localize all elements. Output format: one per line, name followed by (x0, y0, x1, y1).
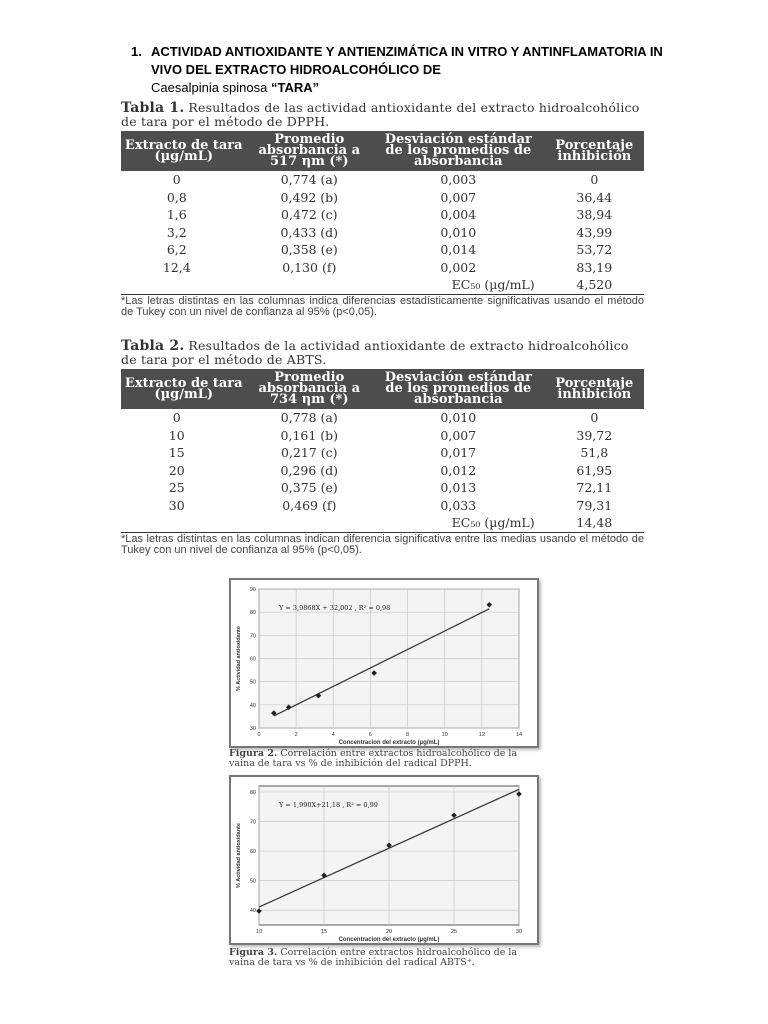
table-cell: 51,8 (580, 445, 609, 460)
table-row (121, 224, 644, 242)
x-tick-label: 8 (406, 732, 410, 738)
y-tick-label: 70 (249, 819, 256, 826)
table-1-label: Tabla 1. (121, 100, 185, 116)
table-1-block (121, 101, 644, 318)
figure-2-frame (229, 578, 539, 748)
table-cell: 0,774 (a) (280, 172, 338, 187)
table-1-header: Porcentaje inhibición (545, 131, 644, 171)
table-cell: 0,358 (e) (280, 242, 338, 257)
table-1-footnote: *Las letras distintas en las columnas indica diferencias estadísticamente significativas usando el método de Tukey con un nivel de confianza al 95% (p<0,05). (121, 294, 644, 318)
table-ec-row (121, 514, 644, 532)
table-2-header-row (121, 369, 644, 409)
y-tick-label: 90 (249, 587, 256, 593)
y-tick-label: 60 (249, 656, 256, 663)
x-tick-label: 25 (450, 929, 458, 935)
section-heading (131, 43, 691, 97)
x-tick-label: 0 (257, 732, 261, 738)
table-cell: 0,017 (440, 445, 477, 460)
table-row (121, 427, 644, 445)
table-cell: 0,778 (a) (280, 410, 338, 425)
table-cell: 0,8 (166, 189, 187, 205)
x-tick-label: 6 (368, 732, 372, 738)
table-cell: 0,004 (440, 207, 477, 222)
table-cell: 0,296 (d) (280, 462, 339, 478)
table-row (121, 462, 644, 480)
table-cell: 61,95 (576, 462, 613, 478)
table-cell: 0,007 (440, 189, 477, 205)
figure-2-label: Figura 2. (229, 748, 278, 759)
ec50-value: 14,48 (545, 514, 644, 532)
figure-3-label: Figura 3. (229, 947, 278, 958)
table-cell: 0,010 (440, 224, 477, 240)
table-cell: 20 (168, 462, 185, 478)
table-row (121, 241, 644, 259)
y-axis-label: % Actividad antioxidante (236, 626, 242, 691)
table-cell: 36,44 (576, 189, 613, 205)
x-tick-label: 2 (294, 732, 298, 738)
table-cell: 0,033 (440, 497, 477, 513)
table-2-header: Porcentaje inhibición (545, 369, 644, 409)
x-axis-label: Concentracion del extracto (µg/mL) (338, 740, 440, 746)
x-tick-label: 20 (385, 929, 393, 935)
table-1-header: Desviación estándar de los promedios de absorbancia (372, 131, 545, 171)
table-cell: 79,31 (576, 497, 613, 513)
figure-3-chart (231, 777, 537, 943)
ec50-label: EC₅₀ (µg/mL) (372, 276, 545, 294)
table-cell: 0,013 (440, 480, 477, 495)
table-cell: 6,2 (166, 242, 187, 257)
table-ec-row (121, 276, 644, 294)
x-tick-label: 15 (320, 929, 328, 935)
table-1-caption (121, 101, 644, 129)
table-2-block (121, 339, 644, 556)
section-number: 1. (131, 44, 142, 59)
table-cell: 0,161 (b) (280, 427, 339, 443)
y-tick-label: 50 (249, 878, 256, 885)
table-2-header: Extracto de tara (µg/mL) (121, 369, 247, 409)
regression-equation: Y = 1,990X+21,18 , R² = 0,99 (279, 801, 378, 809)
table-cell: 3,2 (166, 224, 187, 240)
table-cell: 38,94 (576, 207, 613, 222)
table-cell: 53,72 (576, 242, 613, 257)
x-tick-label: 10 (255, 929, 263, 935)
table-cell: 1,6 (166, 207, 187, 222)
table-cell: 0,007 (440, 427, 477, 443)
x-tick-label: 30 (515, 929, 523, 935)
figure-3-caption (229, 948, 539, 968)
table-cell: 0,003 (440, 172, 477, 187)
y-tick-label: 50 (249, 679, 256, 686)
table-cell: 0,012 (440, 462, 477, 478)
section-title (151, 43, 691, 97)
table-2-label: Tabla 2. (121, 338, 185, 354)
table-cell: 72,11 (576, 480, 613, 495)
table-cell: 0,472 (c) (281, 207, 338, 222)
table-row (121, 409, 644, 427)
table-cell: 0 (590, 410, 599, 425)
table-cell: 39,72 (576, 427, 613, 443)
table-cell: 10 (168, 427, 185, 443)
x-tick-label: 4 (331, 732, 335, 738)
x-tick-label: 14 (515, 732, 523, 738)
figure-2-caption-text: Correlación entre extractos hidroalcohólico de la vaina de tara vs % de inhibición del radical DPPH. (229, 748, 518, 769)
table-cell: 0,014 (440, 242, 477, 257)
y-axis-label: % Actividad antioxidante (236, 823, 242, 888)
table-row (121, 259, 644, 277)
y-tick-label: 80 (249, 610, 256, 617)
table-cell: 12,4 (162, 259, 191, 275)
table-2 (121, 369, 644, 533)
table-row (121, 189, 644, 207)
table-cell: 0,469 (f) (282, 497, 337, 513)
table-1-caption-text: Resultados de las actividad antioxidante del extracto hidroalcohólico de tara por el método de DPPH. (121, 100, 640, 129)
species-name: Caesalpinia spinosa (151, 80, 268, 95)
table-1-header-row (121, 131, 644, 171)
table-row (121, 497, 644, 515)
table-cell: 30 (168, 497, 185, 513)
table-cell: 0,492 (b) (280, 189, 339, 205)
table-2-caption (121, 339, 644, 367)
table-row (121, 206, 644, 224)
table-1-header: Extracto de tara (µg/mL) (121, 131, 247, 171)
figure-3-frame (229, 775, 539, 945)
y-tick-label: 40 (249, 702, 256, 709)
table-cell: 0,130 (f) (282, 259, 337, 275)
table-1 (121, 131, 644, 295)
y-tick-label: 30 (249, 726, 256, 732)
ec50-label: EC₅₀ (µg/mL) (372, 514, 545, 532)
table-2-header: Promedio absorbancia a 734 ηm (*) (247, 369, 373, 409)
table-cell: 0 (172, 410, 181, 425)
table-cell: 0,433 (d) (280, 224, 339, 240)
table-cell: 0,002 (440, 259, 477, 275)
table-cell: 25 (168, 480, 185, 495)
table-cell: 0,375 (e) (280, 480, 338, 495)
table-cell: 0,010 (440, 410, 477, 425)
figure-2-caption (229, 749, 539, 769)
table-2-caption-text: Resultados de la actividad antioxidante de extracto hidroalcohólico de tara por el método de ABTS. (121, 338, 629, 367)
x-tick-label: 12 (478, 732, 485, 738)
table-row (121, 479, 644, 497)
y-tick-label: 70 (249, 633, 256, 640)
x-axis-label: Concentracion del extracto (µg/mL) (338, 937, 440, 943)
table-cell: 0,217 (c) (281, 445, 338, 460)
section-title-text: ACTIVIDAD ANTIOXIDANTE Y ANTIENZIMÁTICA IN VITRO Y ANTINFLAMATORIA IN VIVO DEL EXTRACTO HIDROALCOHÓLICO DE (151, 44, 663, 77)
figure-2-chart (231, 580, 537, 746)
table-2-footnote: *Las letras distintas en las columnas indican diferencia significativa entre las medias usando el método de Tukey con un nivel de confianza al 95% (p<0,05). (121, 532, 644, 556)
table-cell: 43,99 (576, 224, 613, 240)
y-tick-label: 60 (249, 849, 256, 856)
regression-equation: Y = 3,9868X + 32,002 , R² = 0,98 (279, 604, 391, 612)
table-2-header: Desviación estándar de los promedios de absorbancia (372, 369, 545, 409)
common-name: “TARA” (270, 80, 320, 95)
table-row (121, 444, 644, 462)
table-cell: 15 (168, 445, 185, 460)
x-tick-label: 10 (441, 732, 448, 738)
y-tick-label: 80 (249, 789, 256, 796)
table-cell: 0 (172, 172, 181, 187)
figure-3-caption-text: Correlación entre extractos hidroalcohólico de la vaina de tara vs % de inhibición del radical ABTS⁺. (229, 947, 518, 968)
y-tick-label: 40 (249, 908, 256, 915)
table-1-header: Promedio absorbancia a 517 ηm (*) (247, 131, 373, 171)
table-row (121, 171, 644, 189)
table-cell: 83,19 (576, 259, 613, 275)
ec50-value: 4,520 (545, 276, 644, 294)
table-cell: 0 (590, 172, 599, 187)
